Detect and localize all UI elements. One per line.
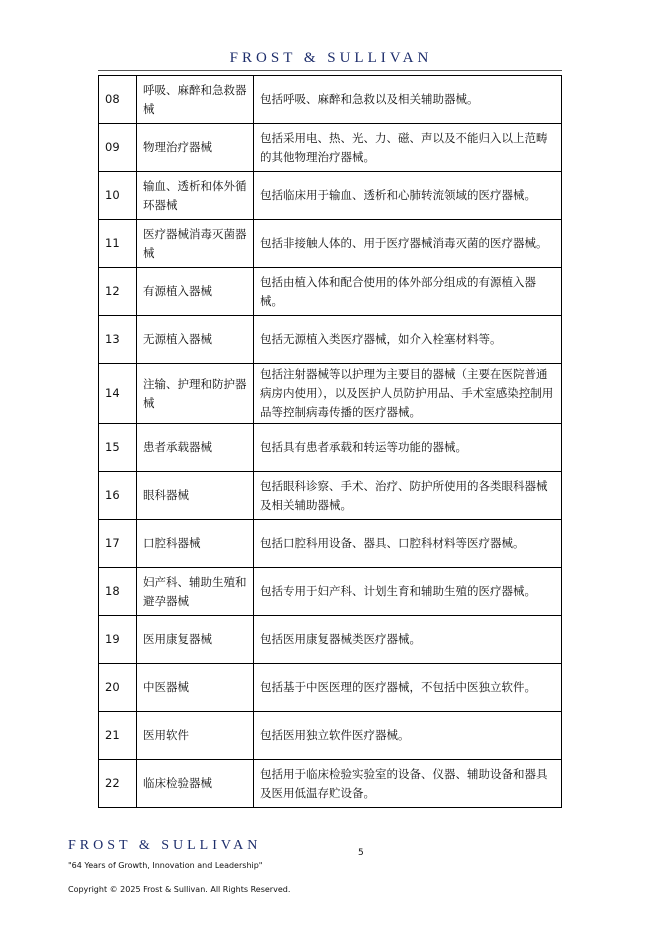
cell-name: 注输、护理和防护器械 (137, 364, 254, 424)
cell-num: 16 (99, 472, 137, 520)
table-row (99, 364, 562, 424)
cell-name: 有源植入器械 (137, 268, 254, 316)
footer-logo: FROST & SULLIVAN (68, 838, 262, 853)
cell-desc: 包括用于临床检验实验室的设备、仪器、辅助设备和器具及医用低温存贮设备。 (254, 760, 562, 808)
cell-name: 医用康复器械 (137, 616, 254, 664)
table-row (99, 268, 562, 316)
cell-desc: 包括具有患者承载和转运等功能的器械。 (254, 424, 562, 472)
cell-desc: 包括口腔科用设备、器具、口腔科材料等医疗器械。 (254, 520, 562, 568)
table-row (99, 616, 562, 664)
header-logo: FROST & SULLIVAN (229, 50, 433, 66)
cell-desc: 包括临床用于输血、透析和心肺转流领域的医疗器械。 (254, 172, 562, 220)
table-row (99, 760, 562, 808)
cell-num: 14 (99, 364, 137, 424)
cell-desc: 包括由植入体和配合使用的体外部分组成的有源植入器械。 (254, 268, 562, 316)
cell-name: 妇产科、辅助生殖和避孕器械 (137, 568, 254, 616)
cell-desc: 包括专用于妇产科、计划生育和辅助生殖的医疗器械。 (254, 568, 562, 616)
cell-desc: 包括注射器械等以护理为主要目的器械（主要在医院普通病房内使用），以及医护人员防护用品、手术室感染控制用品等控制病毒传播的医疗器械。 (254, 364, 562, 424)
cell-num: 20 (99, 664, 137, 712)
cell-num: 18 (99, 568, 137, 616)
cell-name: 呼吸、麻醉和急救器械 (137, 76, 254, 124)
table-row (99, 424, 562, 472)
header-divider (98, 70, 562, 71)
cell-name: 物理治疗器械 (137, 124, 254, 172)
cell-num: 17 (99, 520, 137, 568)
footer-tagline: "64 Years of Growth, Innovation and Leadership" (68, 861, 263, 870)
cell-desc: 包括基于中医医理的医疗器械，不包括中医独立软件。 (254, 664, 562, 712)
cell-name: 中医器械 (137, 664, 254, 712)
table-row (99, 172, 562, 220)
cell-num: 08 (99, 76, 137, 124)
cell-name: 临床检验器械 (137, 760, 254, 808)
table-row (99, 316, 562, 364)
device-category-table (98, 75, 562, 808)
table-row (99, 472, 562, 520)
cell-num: 11 (99, 220, 137, 268)
cell-name: 无源植入器械 (137, 316, 254, 364)
table-row (99, 220, 562, 268)
cell-name: 医疗器械消毒灭菌器械 (137, 220, 254, 268)
table-row (99, 712, 562, 760)
cell-name: 输血、透析和体外循环器械 (137, 172, 254, 220)
cell-desc: 包括非接触人体的、用于医疗器械消毒灭菌的医疗器械。 (254, 220, 562, 268)
cell-name: 医用软件 (137, 712, 254, 760)
cell-desc: 包括呼吸、麻醉和急救以及相关辅助器械。 (254, 76, 562, 124)
cell-desc: 包括医用独立软件医疗器械。 (254, 712, 562, 760)
table-row (99, 124, 562, 172)
cell-num: 21 (99, 712, 137, 760)
table-row (99, 664, 562, 712)
cell-num: 22 (99, 760, 137, 808)
cell-num: 13 (99, 316, 137, 364)
footer-copyright: Copyright © 2025 Frost & Sullivan. All Rights Reserved. (68, 885, 291, 894)
table-row (99, 76, 562, 124)
cell-desc: 包括采用电、热、光、力、磁、声以及不能归入以上范畴的其他物理治疗器械。 (254, 124, 562, 172)
cell-desc: 包括眼科诊察、手术、治疗、防护所使用的各类眼科器械及相关辅助器械。 (254, 472, 562, 520)
cell-num: 09 (99, 124, 137, 172)
cell-name: 患者承载器械 (137, 424, 254, 472)
cell-name: 眼科器械 (137, 472, 254, 520)
cell-desc: 包括医用康复器械类医疗器械。 (254, 616, 562, 664)
cell-num: 12 (99, 268, 137, 316)
cell-num: 15 (99, 424, 137, 472)
cell-name: 口腔科器械 (137, 520, 254, 568)
cell-num: 10 (99, 172, 137, 220)
cell-num: 19 (99, 616, 137, 664)
cell-desc: 包括无源植入类医疗器械，如介入栓塞材料等。 (254, 316, 562, 364)
table-row (99, 568, 562, 616)
table-row (99, 520, 562, 568)
page-number: 5 (358, 848, 364, 858)
